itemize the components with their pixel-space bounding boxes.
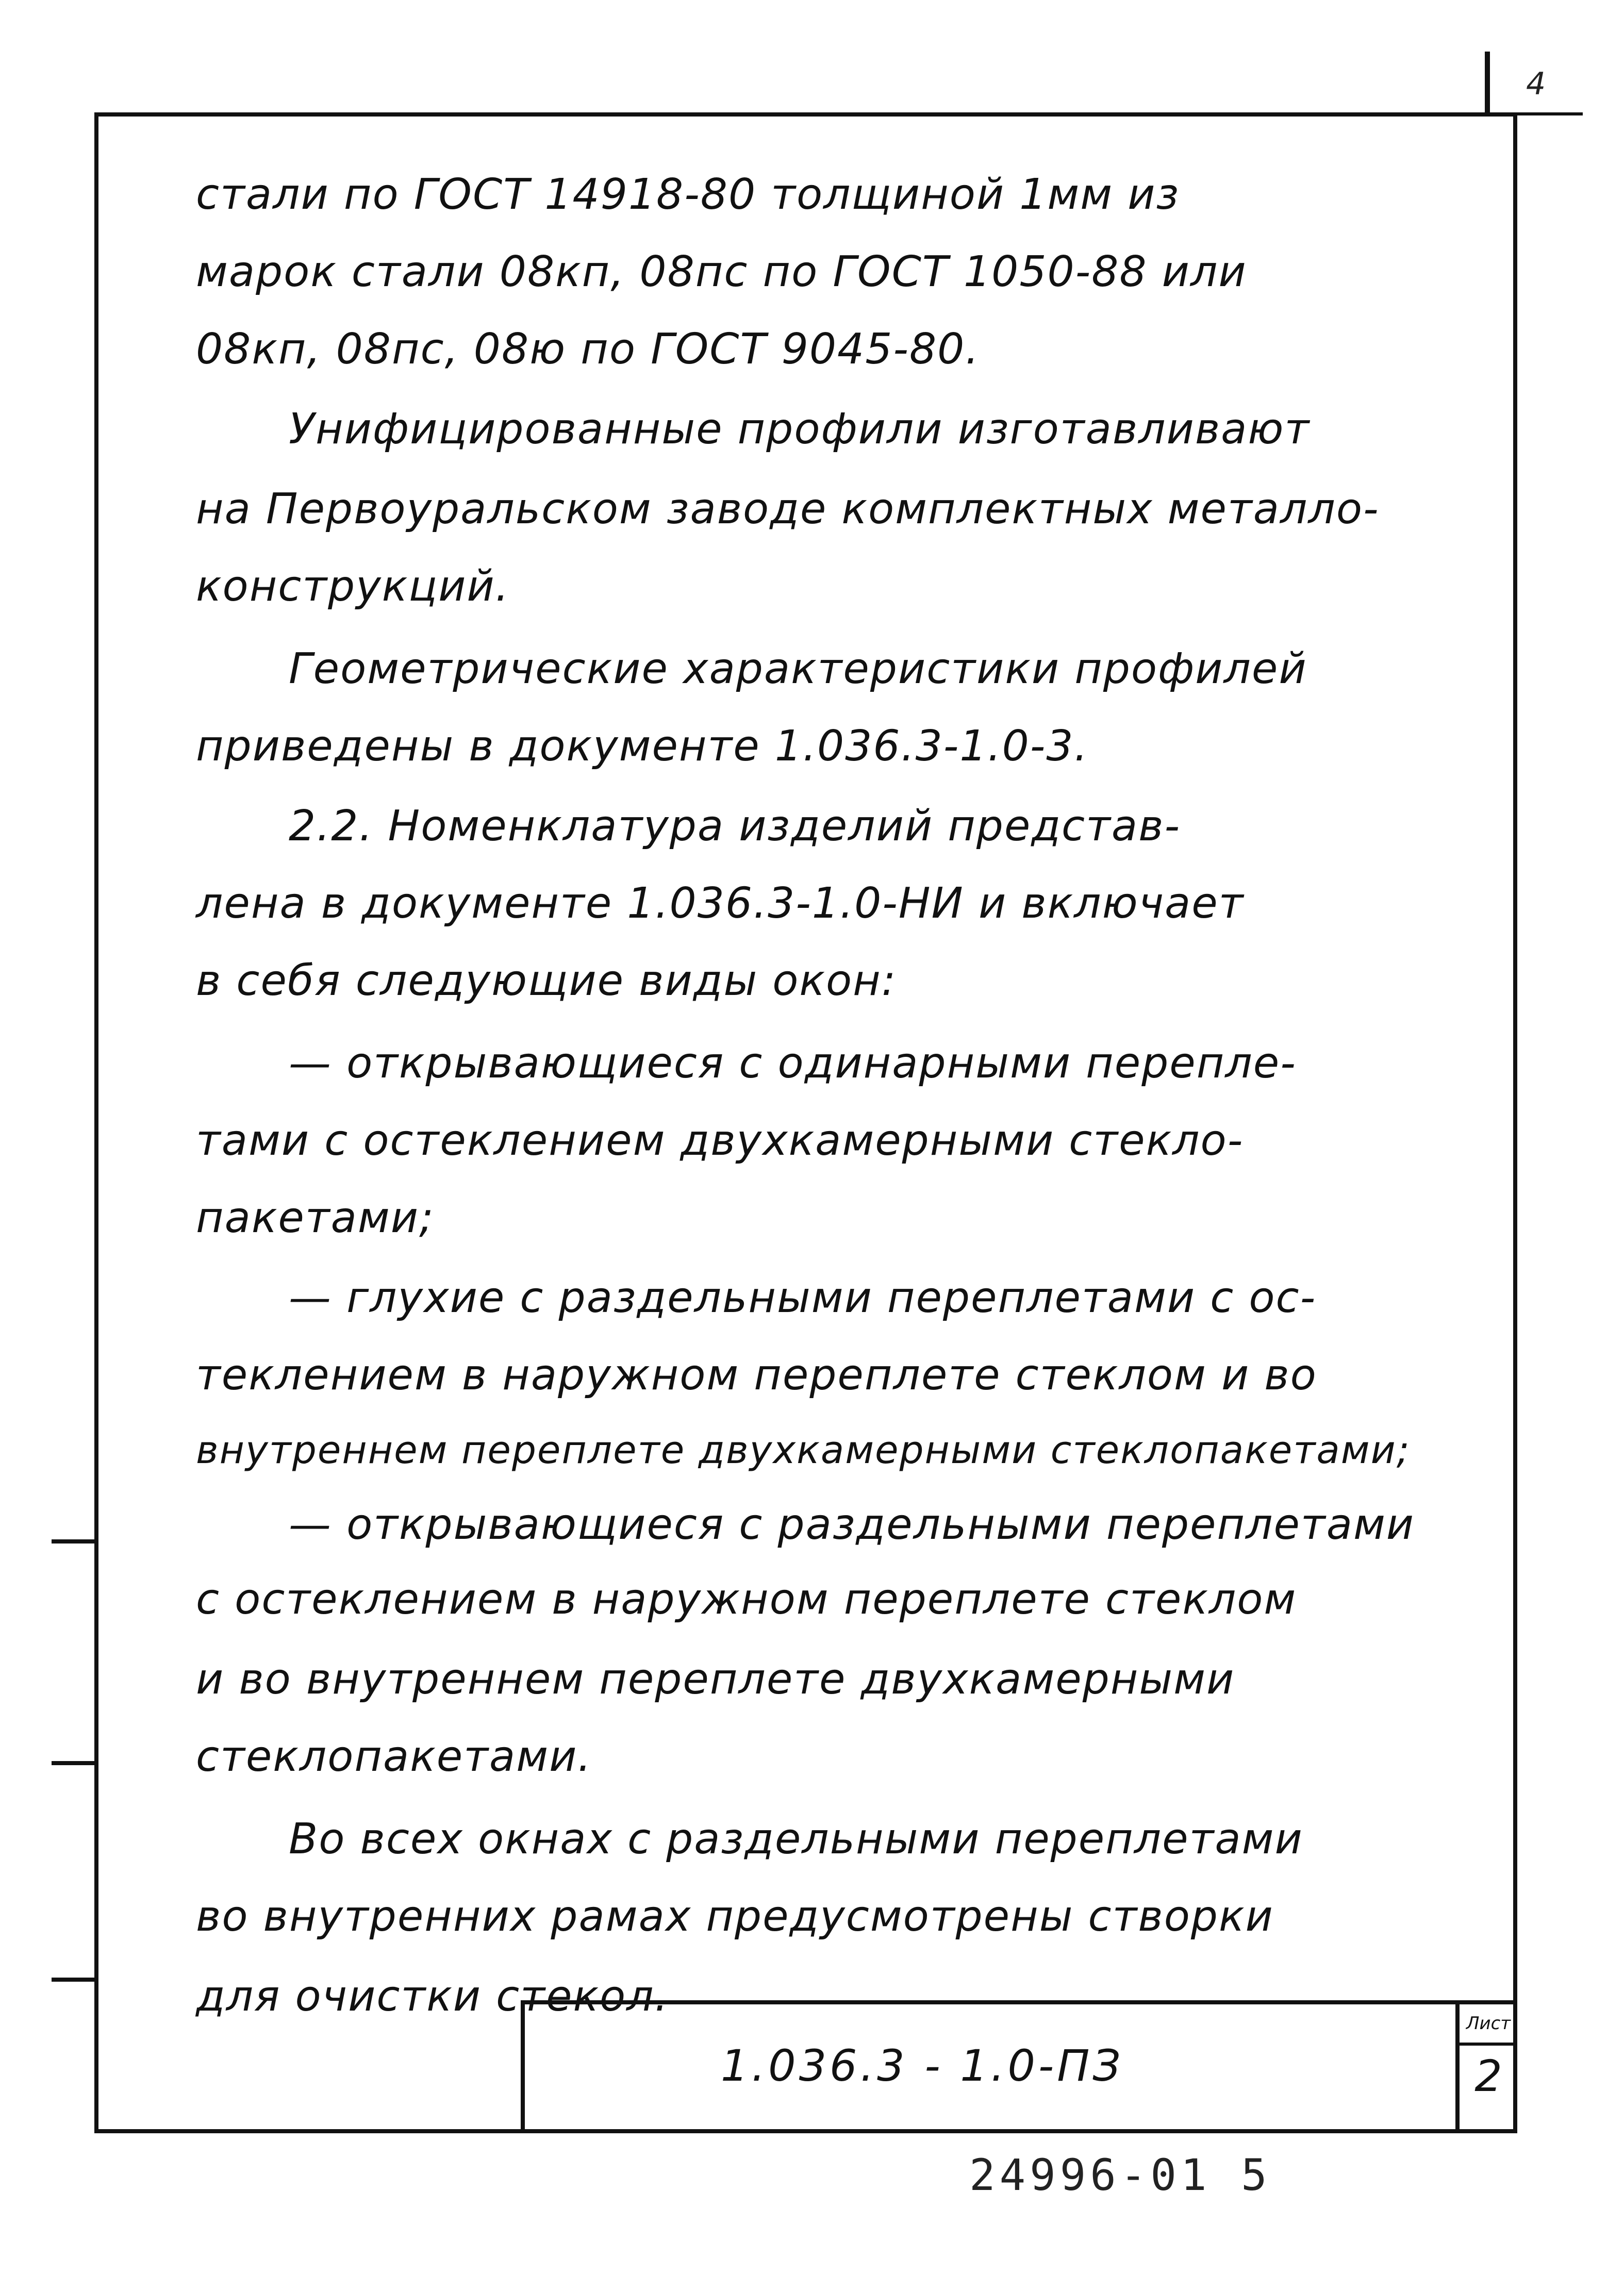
- text-line: 2.2. Номенклатура изделий представ-: [289, 802, 1181, 851]
- sheet-label: Лист: [1460, 2004, 1517, 2046]
- margin-tick: [52, 1761, 98, 1765]
- text-line: Геометрические характеристики профилей: [289, 644, 1307, 693]
- text-line: на Первоуральском заводе комплектных металло-: [196, 485, 1380, 534]
- text-line: Унифицированные профили изготавливают: [289, 405, 1311, 454]
- text-line: в себя следующие виды окон:: [196, 956, 897, 1005]
- text-line: марок стали 08кп, 08пс по ГОСТ 1050-88 или: [196, 247, 1247, 296]
- text-line: и во внутреннем переплете двухкамерными: [196, 1655, 1235, 1704]
- text-line: — глухие с раздельными переплетами с ос-: [289, 1273, 1317, 1322]
- document-code: 1.036.3 - 1.0-ПЗ: [721, 2040, 1124, 2091]
- text-line: внутреннем переплете двухкамерными стеклопакетами;: [196, 1428, 1411, 1472]
- text-line: — открывающиеся с одинарными переплe-: [289, 1039, 1297, 1088]
- text-line: 08кп, 08пс, 08ю по ГОСТ 9045-80.: [196, 325, 980, 374]
- margin-tick: [52, 1539, 98, 1543]
- text-line: тами с остеклением двухкамерными стекло-: [196, 1116, 1244, 1165]
- text-line: Во всех окнах с раздельными переплетами: [289, 1815, 1303, 1864]
- text-line: с остеклением в наружном переплете стеклом: [196, 1575, 1297, 1624]
- title-block: [521, 2000, 1517, 2133]
- text-line: во внутренних рамах предусмотрены створки: [196, 1892, 1274, 1941]
- text-line: конструкций.: [196, 562, 510, 611]
- text-line: лена в документе 1.036.3-1.0-НИ и включает: [196, 879, 1245, 928]
- sheet-cell: [1455, 2004, 1517, 2133]
- text-line: приведены в документе 1.036.3-1.0-3.: [196, 722, 1089, 771]
- text-line: пакетами;: [196, 1193, 435, 1242]
- text-line: теклением в наружном переплете стеклом и во: [196, 1351, 1317, 1400]
- text-line: стеклопакетами.: [196, 1732, 592, 1781]
- corner-tick: [1485, 52, 1490, 117]
- margin-tick: [52, 1978, 98, 1982]
- text-line: стали по ГОСТ 14918-80 толщиной 1мм из: [196, 170, 1180, 219]
- text-line: для очистки стекол.: [196, 1972, 669, 2021]
- text-line: — открывающиеся с раздельными переплетами: [289, 1500, 1415, 1549]
- sheet-number: 2: [1474, 2051, 1502, 2101]
- page-corner-number: 4: [1526, 66, 1546, 102]
- archive-reference: 24996-01 5: [969, 2150, 1271, 2200]
